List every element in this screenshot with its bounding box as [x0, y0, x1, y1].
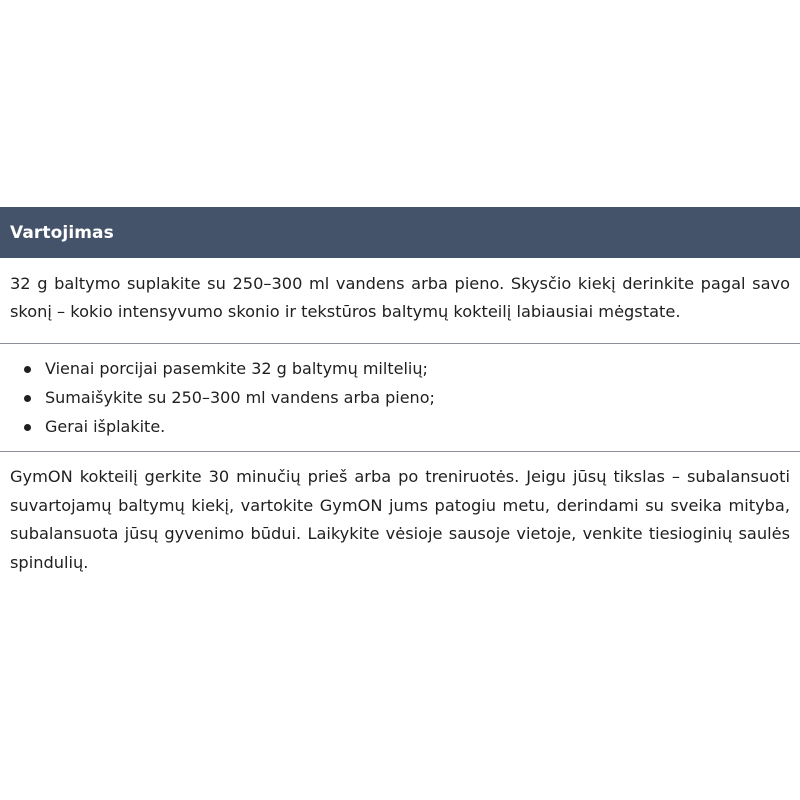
- step-text: Gerai išplakite.: [45, 417, 166, 436]
- section-title: Vartojimas: [10, 222, 114, 243]
- section-header: [0, 207, 800, 258]
- list-item: [0, 383, 800, 412]
- steps-list: [0, 354, 800, 441]
- divider-bottom: [0, 451, 800, 452]
- usage-paragraph: GymON kokteilį gerkite 30 minučių prieš arba po treniruotės. Jeigu jūsų tikslas – subalansuoti suvartojamų baltymų kiekį, vartokite GymON jums patogiu metu, derindami su sveika mityba, subalansuota jūsų gyvenimo būdui. Laikykite vėsioje sausoje vietoje, venkite tiesioginių saulės spindulių.: [10, 467, 790, 572]
- step-text: Sumaišykite su 250–300 ml vandens arba pieno;: [45, 388, 435, 407]
- list-item: [0, 412, 800, 441]
- list-item: [0, 354, 800, 383]
- bullet-icon: [24, 395, 31, 402]
- step-text: Vienai porcijai pasemkite 32 g baltymų miltelių;: [45, 359, 428, 378]
- bullet-icon: [24, 424, 31, 431]
- divider-top: [0, 343, 800, 344]
- bullet-icon: [24, 366, 31, 373]
- intro-paragraph: 32 g baltymo suplakite su 250–300 ml vandens arba pieno. Skysčio kiekį derinkite pagal savo skonį – kokio intensyvumo skonio ir tekstūros baltymų kokteilį labiausiai mėgstate.: [10, 274, 790, 321]
